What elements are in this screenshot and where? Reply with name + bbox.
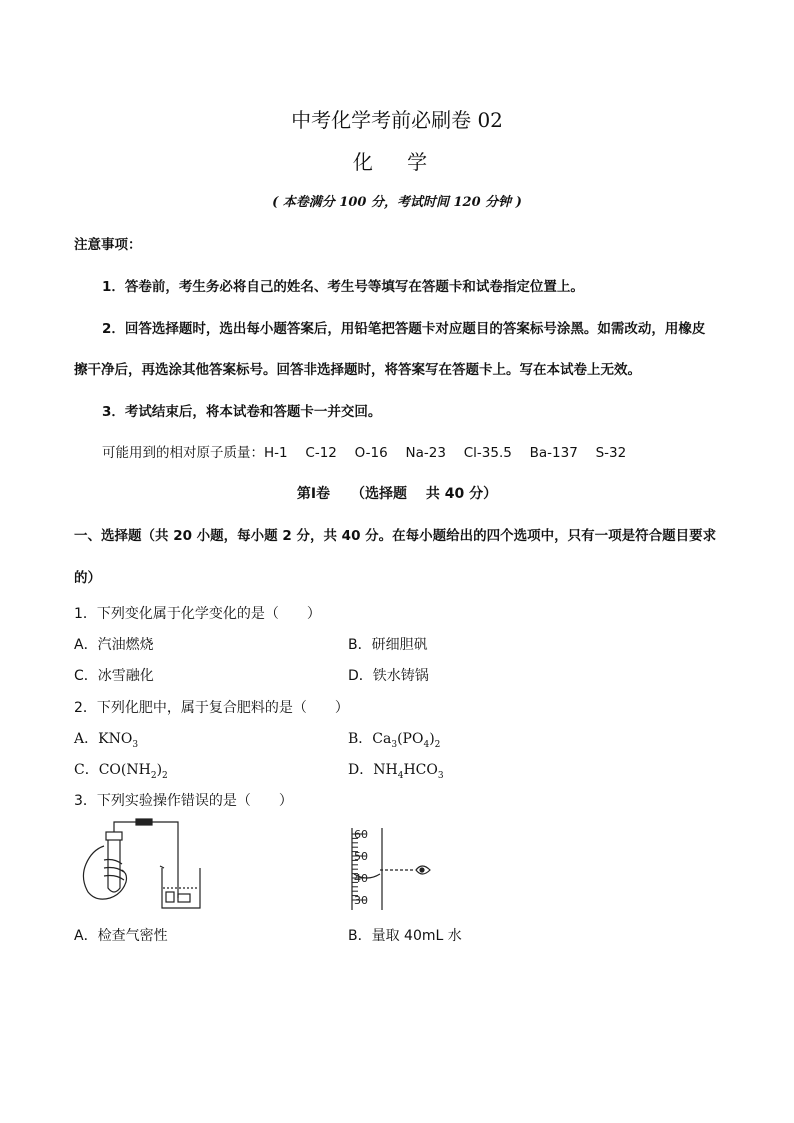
question-1-stem: 1．下列变化属于化学变化的是（ ）: [74, 606, 321, 622]
formula-text: (PO: [397, 731, 424, 747]
question-2-option-c: [74, 759, 168, 781]
question-1-option-b: B．研细胆矾: [348, 637, 428, 653]
formula-text: ): [429, 731, 435, 747]
option-label: A．: [74, 731, 99, 747]
formula-subscript: 2: [434, 739, 441, 750]
question-1-option-c: C．冰雪融化: [74, 668, 154, 684]
formula-text: ): [156, 762, 163, 778]
formula-text: NH: [373, 762, 398, 778]
stopper: [106, 832, 122, 840]
notice-item-3: 3．考试结束后，将本试卷和答题卡一并交回。: [102, 404, 382, 420]
formula-subscript: 3: [132, 739, 139, 750]
exam-subject: 化 学: [352, 150, 442, 174]
formula-text: CO(NH: [98, 762, 151, 778]
option-label: D．: [348, 762, 374, 778]
formula-subscript: 4: [423, 739, 430, 750]
notice-heading: 注意事项：: [74, 237, 142, 253]
question-1-option-d: D．铁水铸锅: [348, 668, 429, 684]
notice-item-2-line-2: 擦干净后，再选涂其他答案标号。回答非选择题时，将答案写在答题卡上。写在本试卷上无效。: [74, 362, 641, 378]
option-label: B．: [348, 731, 373, 747]
formula-subscript: 4: [397, 770, 404, 781]
section-1-heading-line-1: 一、选择题（共 20 小题，每小题 2 分，共 40 分。在每小题给出的四个选项中，只有一项是符合题目要求: [74, 528, 717, 544]
section-1-heading-line-2: 的）: [74, 570, 101, 586]
question-3-option-b: B．量取 40mL 水: [348, 928, 462, 944]
cylinder-tick-label: 60: [354, 828, 368, 841]
question-3-option-a: A．检查气密性: [74, 928, 168, 944]
cylinder-tick-label: 40: [354, 872, 368, 885]
notice-item-2-line-1: 2．回答选择题时，选出每小题答案后，用铅笔把答题卡对应题目的答案标号涂黑。如需改动，用橡皮: [102, 321, 706, 337]
cylinder-tick-label: 50: [354, 850, 368, 863]
water-bubbles: [166, 892, 174, 902]
formula-subscript: 2: [162, 770, 168, 781]
formula-subscript: 3: [437, 770, 444, 781]
question-2-option-a: [74, 728, 138, 750]
test-tube: [108, 838, 120, 892]
formula-subscript: 2: [150, 770, 157, 781]
part-1-heading: 第Ⅰ卷 （选择题 共 40 分）: [296, 486, 498, 502]
option-label: C．: [74, 762, 99, 778]
question-1-option-a: A．汽油燃烧: [74, 637, 154, 653]
formula-text: Ca: [372, 731, 392, 747]
formula-text: KNO: [98, 731, 133, 747]
graduated-cylinder-figure: [336, 822, 446, 914]
formula-text: HCO: [403, 762, 438, 778]
question-2-option-b: [348, 728, 440, 750]
rubber-joint: [136, 819, 152, 825]
exam-title: 中考化学考前必刷卷 02: [291, 108, 503, 132]
atomic-masses: 可能用到的相对原子质量：H-1 C-12 O-16 Na-23 Cl-35.5 Ba-137 S-32: [102, 445, 627, 461]
question-2-option-d: [348, 759, 444, 781]
question-2-stem: 2．下列化肥中，属于复合肥料的是（ ）: [74, 700, 349, 716]
airtightness-check-figure: [74, 816, 214, 916]
cylinder-tick-label: 30: [354, 894, 368, 907]
question-3-stem: 3．下列实验操作错误的是（ ）: [74, 793, 293, 809]
formula-subscript: 3: [391, 739, 398, 750]
notice-item-1: 1．答卷前，考生务必将自己的姓名、考生号等填写在答题卡和试卷指定位置上。: [102, 279, 584, 295]
exam-info: ( 本卷满分 100 分，考试时间 120 分钟 ): [272, 195, 522, 210]
